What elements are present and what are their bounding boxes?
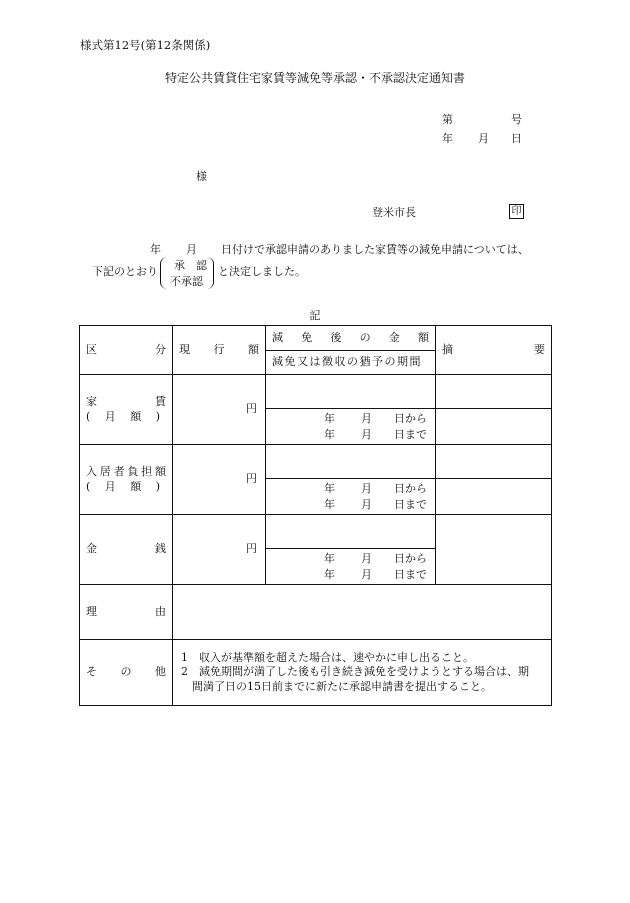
row-label-char: 担 bbox=[141, 465, 153, 479]
other-notes bbox=[173, 640, 552, 706]
row-label-char: 額 bbox=[130, 409, 142, 423]
row-label-char: 入 bbox=[86, 465, 97, 479]
row-tenant-current[interactable] bbox=[173, 445, 266, 515]
other-char: の bbox=[120, 665, 132, 679]
row-label-char: 者 bbox=[113, 465, 125, 479]
body-line1: 日付けで承認申請のありました家賃等の減免申請については、 bbox=[221, 243, 529, 256]
note-line: 2 減免期間が満了した後も引き続き減免を受けようとする場合は、期 bbox=[181, 665, 529, 679]
period-month: 月 bbox=[361, 482, 372, 495]
date-month: 月 bbox=[478, 132, 489, 145]
row-label-char: 銭 bbox=[155, 542, 166, 556]
row-rent-amount[interactable] bbox=[266, 375, 436, 409]
row-label-char: 額 bbox=[154, 465, 166, 479]
row-tenant-period[interactable] bbox=[266, 479, 436, 515]
note-line: 1 収入が基準額を超えた場合は、速やかに申し出ること。 bbox=[181, 651, 474, 665]
period-year: 年 bbox=[324, 568, 335, 581]
header-after-char: 金 bbox=[388, 330, 400, 344]
body-line2-suffix: と決定しました。 bbox=[218, 265, 306, 278]
header-after-char: 減 bbox=[272, 330, 283, 344]
header-after bbox=[266, 326, 436, 351]
document-title: 特定公共賃貸住宅家賃等減免等承認・不承認決定通知書 bbox=[164, 71, 465, 85]
period-year: 年 bbox=[324, 412, 335, 425]
reason-label bbox=[80, 585, 173, 640]
row-label-char: 月 bbox=[104, 479, 116, 493]
body-year: 年 bbox=[150, 243, 161, 256]
reason-char: 由 bbox=[155, 604, 166, 618]
yen-unit: 円 bbox=[246, 402, 257, 416]
other-char: そ bbox=[86, 665, 97, 679]
header-category-char: 区 bbox=[86, 342, 97, 356]
header-category bbox=[80, 326, 173, 375]
ki-label: 記 bbox=[309, 309, 321, 322]
period-year: 年 bbox=[324, 552, 335, 565]
row-money-amount[interactable] bbox=[266, 515, 436, 549]
option-reject: 不承認 bbox=[170, 275, 203, 288]
row-rent-current[interactable] bbox=[173, 375, 266, 445]
row-money-current[interactable] bbox=[173, 515, 266, 585]
row-tenant-summary[interactable] bbox=[436, 445, 552, 479]
addressee-suffix: 様 bbox=[196, 170, 207, 183]
row-label-char: 家 bbox=[86, 395, 97, 409]
period-year: 年 bbox=[324, 482, 335, 495]
period-month: 月 bbox=[361, 552, 372, 565]
period-year: 年 bbox=[324, 428, 335, 441]
period-month: 月 bbox=[361, 428, 372, 441]
header-current-char: 額 bbox=[248, 342, 259, 356]
issuer: 登米市長 bbox=[372, 206, 416, 219]
yen-unit: 円 bbox=[246, 542, 257, 556]
header-current bbox=[173, 326, 266, 375]
date-day: 日 bbox=[511, 132, 522, 145]
other-char: 他 bbox=[155, 665, 166, 679]
header-after-char: の bbox=[359, 330, 371, 344]
period-month: 月 bbox=[361, 568, 372, 581]
row-label-char: 居 bbox=[99, 465, 111, 479]
body-line2-prefix: 下記のとおり bbox=[92, 265, 158, 278]
reason-char: 理 bbox=[86, 604, 97, 618]
row-rent-label bbox=[80, 375, 173, 445]
row-tenant-label bbox=[80, 445, 173, 515]
row-label-char: 金 bbox=[86, 542, 97, 556]
period-from: 日から bbox=[394, 412, 427, 425]
row-label-char: 月 bbox=[104, 409, 116, 423]
row-label-char: 負 bbox=[127, 465, 139, 479]
row-rent-period[interactable] bbox=[266, 409, 436, 445]
period-month: 月 bbox=[361, 498, 372, 511]
row-rent-summary-2[interactable] bbox=[436, 409, 552, 445]
row-money-summary[interactable] bbox=[436, 515, 552, 585]
row-label-char: ) bbox=[155, 409, 160, 423]
row-label-char: ( bbox=[86, 479, 91, 493]
number-suffix: 号 bbox=[511, 113, 522, 126]
row-money-period[interactable] bbox=[266, 549, 436, 585]
row-tenant-summary-2[interactable] bbox=[436, 479, 552, 515]
seal-mark: 印 bbox=[509, 204, 524, 219]
header-after-char: 免 bbox=[301, 330, 313, 344]
period-from: 日から bbox=[394, 552, 427, 565]
period-to: 日まで bbox=[394, 428, 427, 441]
row-money-label bbox=[80, 515, 173, 585]
header-summary bbox=[436, 326, 552, 375]
header-after-char: 額 bbox=[417, 330, 429, 344]
body-month: 月 bbox=[186, 243, 197, 256]
period-year: 年 bbox=[324, 498, 335, 511]
yen-unit: 円 bbox=[246, 472, 257, 486]
header-category-char: 分 bbox=[155, 342, 166, 356]
row-tenant-amount[interactable] bbox=[266, 445, 436, 479]
row-label-char: ) bbox=[155, 479, 160, 493]
header-current-char: 行 bbox=[213, 342, 225, 356]
header-period: 減免又は徴収の猶予の期間 bbox=[266, 350, 436, 375]
period-month: 月 bbox=[361, 412, 372, 425]
header-summary-char: 摘 bbox=[442, 342, 453, 356]
form-number: 様式第12号(第12条関係) bbox=[80, 38, 211, 52]
row-label-char: ( bbox=[86, 409, 91, 423]
period-to: 日まで bbox=[394, 498, 427, 511]
row-label-char: 額 bbox=[130, 479, 142, 493]
option-approve: 承 認 bbox=[174, 259, 207, 272]
number-label: 第 bbox=[442, 113, 453, 126]
date-year: 年 bbox=[442, 132, 453, 145]
other-label bbox=[80, 640, 173, 706]
header-summary-char: 要 bbox=[534, 342, 545, 356]
header-current-char: 現 bbox=[179, 342, 190, 356]
row-rent-summary[interactable] bbox=[436, 375, 552, 409]
reduction-table bbox=[79, 325, 552, 706]
period-from: 日から bbox=[394, 482, 427, 495]
note-line: 間満了日の15日前までに新たに承認申請書を提出すること。 bbox=[181, 679, 492, 693]
row-label-char: 賃 bbox=[155, 395, 166, 409]
header-after-char: 後 bbox=[330, 330, 342, 344]
period-to: 日まで bbox=[394, 568, 427, 581]
reason-field[interactable] bbox=[173, 585, 552, 640]
